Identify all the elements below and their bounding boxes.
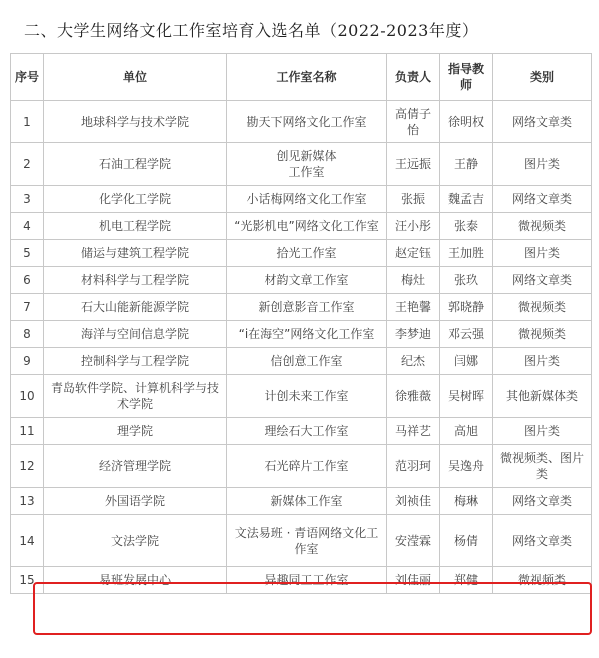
row-studio: 创见新媒体 工作室: [227, 143, 387, 186]
row-advisor: 郭晓静: [440, 294, 493, 321]
section-heading: 二、大学生网络文化工作室培育入选名单（2022-2023年度）: [24, 21, 479, 40]
row-category: 网络文章类: [493, 488, 592, 515]
col-header-advisor: 指导教师: [440, 54, 493, 101]
row-category: 网络文章类: [493, 515, 592, 567]
row-studio: 异趣同工工作室: [227, 567, 387, 594]
table-row: [11, 186, 592, 213]
col-header-unit: 单位: [44, 54, 227, 101]
row-category: 图片类: [493, 240, 592, 267]
col-header-category: 类别: [493, 54, 592, 101]
row-index: 2: [11, 143, 44, 186]
row-unit: 外国语学院: [44, 488, 227, 515]
row-advisor: 杨倩: [440, 515, 493, 567]
row-leader: 高倩子怡: [387, 101, 440, 143]
row-leader: 刘佳丽: [387, 567, 440, 594]
row-studio: 拾光工作室: [227, 240, 387, 267]
row-index: 9: [11, 348, 44, 375]
row-index: 13: [11, 488, 44, 515]
row-studio: 信创意工作室: [227, 348, 387, 375]
row-advisor: 郑健: [440, 567, 493, 594]
row-advisor: 梅琳: [440, 488, 493, 515]
row-index: 11: [11, 418, 44, 445]
row-leader: 纪杰: [387, 348, 440, 375]
row-leader: 范羽珂: [387, 445, 440, 488]
row-advisor: 高旭: [440, 418, 493, 445]
row-category: 图片类: [493, 418, 592, 445]
row-index: 1: [11, 101, 44, 143]
row-unit: 海洋与空间信息学院: [44, 321, 227, 348]
row-index: 14: [11, 515, 44, 567]
row-unit: 储运与建筑工程学院: [44, 240, 227, 267]
row-leader: 马祥艺: [387, 418, 440, 445]
row-category: 微视频类: [493, 294, 592, 321]
row-unit: 化学化工学院: [44, 186, 227, 213]
row-advisor: 徐明权: [440, 101, 493, 143]
row-leader: 张振: [387, 186, 440, 213]
row-studio: 小话梅网络文化工作室: [227, 186, 387, 213]
col-header-leader: 负责人: [387, 54, 440, 101]
row-advisor: 王静: [440, 143, 493, 186]
table-row: [11, 567, 592, 594]
table-header-row: [11, 54, 592, 101]
row-category: 微视频类: [493, 321, 592, 348]
table-row: [11, 267, 592, 294]
row-advisor: 魏孟吉: [440, 186, 493, 213]
row-index: 5: [11, 240, 44, 267]
row-leader: 王艳馨: [387, 294, 440, 321]
row-unit: 控制科学与工程学院: [44, 348, 227, 375]
row-unit: 理学院: [44, 418, 227, 445]
table-row: [11, 143, 592, 186]
row-studio: 勘天下网络文化工作室: [227, 101, 387, 143]
row-index: 15: [11, 567, 44, 594]
row-index: 8: [11, 321, 44, 348]
row-unit: 易班发展中心: [44, 567, 227, 594]
row-studio: “i在海空”网络文化工作室: [227, 321, 387, 348]
studio-list-table: [10, 53, 592, 594]
row-index: 10: [11, 375, 44, 418]
table-row: [11, 418, 592, 445]
row-studio: “光影机电”网络文化工作室: [227, 213, 387, 240]
row-unit: 文法学院: [44, 515, 227, 567]
row-category: 网络文章类: [493, 267, 592, 294]
row-unit: 经济管理学院: [44, 445, 227, 488]
row-leader: 徐雅薇: [387, 375, 440, 418]
row-unit: 地球科学与技术学院: [44, 101, 227, 143]
row-leader: 李梦迪: [387, 321, 440, 348]
row-index: 4: [11, 213, 44, 240]
row-category: 微视频类: [493, 213, 592, 240]
row-leader: 赵定钰: [387, 240, 440, 267]
row-leader: 汪小彤: [387, 213, 440, 240]
row-advisor: 王加胜: [440, 240, 493, 267]
table-row: [11, 375, 592, 418]
row-unit: 材料科学与工程学院: [44, 267, 227, 294]
row-studio: 理绘石大工作室: [227, 418, 387, 445]
row-advisor: 张玖: [440, 267, 493, 294]
table-row: [11, 321, 592, 348]
table-row: [11, 488, 592, 515]
row-studio: 新媒体工作室: [227, 488, 387, 515]
table-row: [11, 213, 592, 240]
row-advisor: 闫娜: [440, 348, 493, 375]
row-index: 3: [11, 186, 44, 213]
row-unit: 青岛软件学院、计算机科学与技术学院: [44, 375, 227, 418]
row-unit: 石大山能新能源学院: [44, 294, 227, 321]
row-leader: 王远振: [387, 143, 440, 186]
col-header-studio: 工作室名称: [227, 54, 387, 101]
row-leader: 安滢霖: [387, 515, 440, 567]
row-studio: 石光碎片工作室: [227, 445, 387, 488]
row-advisor: 张泰: [440, 213, 493, 240]
row-unit: 机电工程学院: [44, 213, 227, 240]
row-category: 微视频类、图片类: [493, 445, 592, 488]
table-row: [11, 294, 592, 321]
col-header-index: 序号: [11, 54, 44, 101]
row-category: 网络文章类: [493, 186, 592, 213]
row-advisor: 吴逸舟: [440, 445, 493, 488]
row-unit: 石油工程学院: [44, 143, 227, 186]
row-leader: 梅灶: [387, 267, 440, 294]
row-category: 图片类: [493, 348, 592, 375]
table-row: [11, 515, 592, 567]
table-row: [11, 348, 592, 375]
row-studio: 计创未来工作室: [227, 375, 387, 418]
row-index: 6: [11, 267, 44, 294]
table-row: [11, 101, 592, 143]
row-category: 图片类: [493, 143, 592, 186]
row-index: 12: [11, 445, 44, 488]
table-row: [11, 240, 592, 267]
row-studio: 文法易班 · 青语网络文化工作室: [227, 515, 387, 567]
row-advisor: 吴树晖: [440, 375, 493, 418]
row-advisor: 邓云强: [440, 321, 493, 348]
row-studio: 新创意影音工作室: [227, 294, 387, 321]
row-category: 其他新媒体类: [493, 375, 592, 418]
row-studio: 材韵文章工作室: [227, 267, 387, 294]
row-category: 网络文章类: [493, 101, 592, 143]
table-row: [11, 445, 592, 488]
row-category: 微视频类: [493, 567, 592, 594]
row-index: 7: [11, 294, 44, 321]
row-leader: 刘祯佳: [387, 488, 440, 515]
